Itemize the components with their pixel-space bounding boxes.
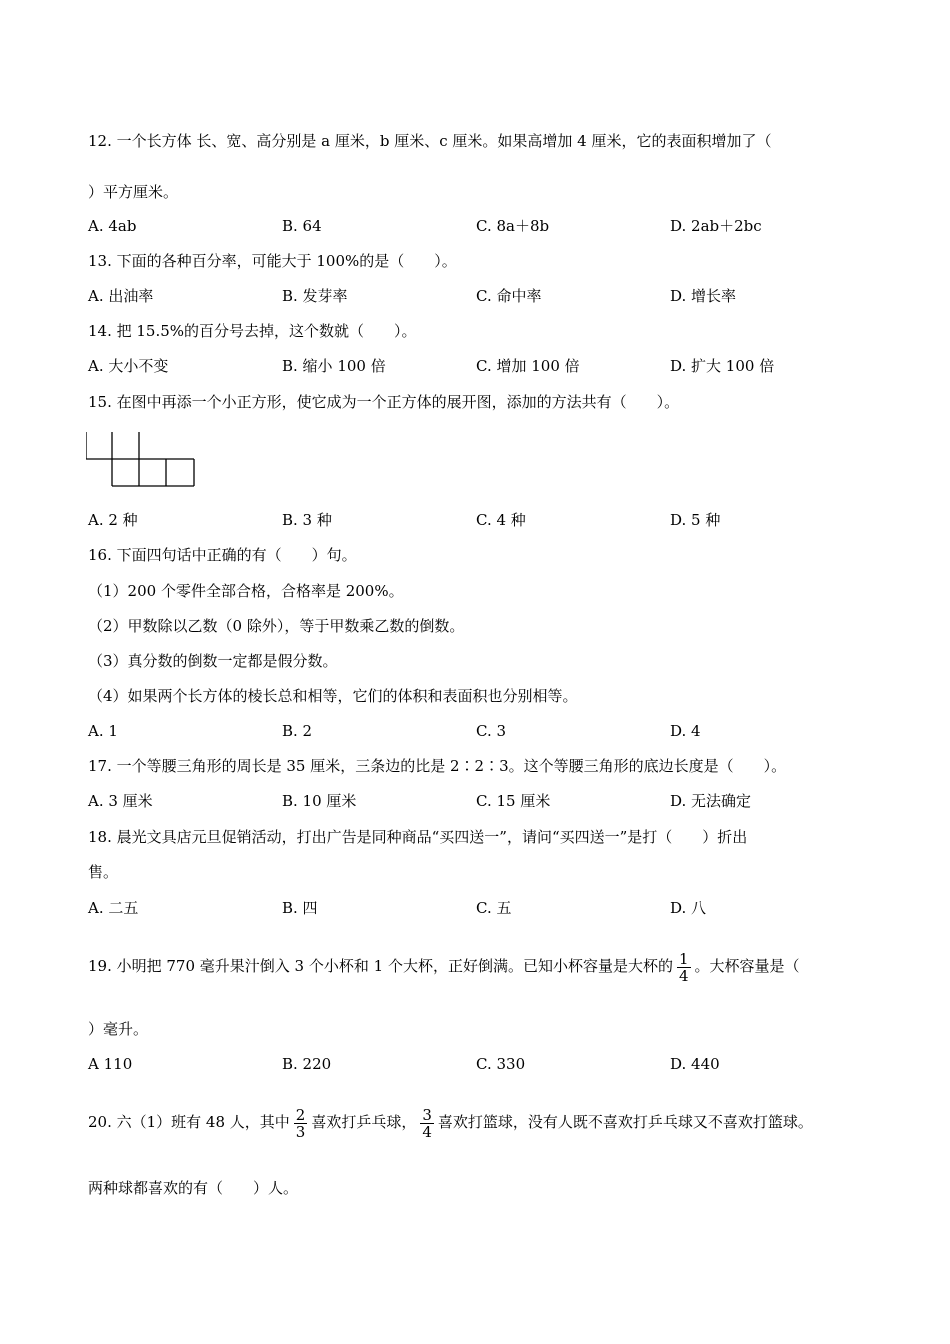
q14-option-b[interactable]: B. 缩小 100 倍 — [282, 357, 386, 375]
q13-option-d[interactable]: D. 增长率 — [670, 287, 737, 305]
q16-option-a[interactable]: A. 1 — [88, 722, 118, 740]
q12-option-c[interactable]: C. 8a＋8b — [476, 217, 550, 235]
q19-stem-line2: ）毫升。 — [88, 1020, 149, 1038]
q17-option-c[interactable]: C. 15 厘米 — [476, 792, 551, 810]
q20-fraction-2 — [420, 1107, 434, 1140]
cube-net-figure — [86, 430, 198, 490]
q17-option-d[interactable]: D. 无法确定 — [670, 792, 752, 810]
q16-option-b[interactable]: B. 2 — [282, 722, 313, 740]
q20-fraction-2-numerator: 3 — [422, 1105, 432, 1124]
q17-option-b[interactable]: B. 10 厘米 — [282, 792, 357, 810]
q16-stem: 16. 下面四句话中正确的有（ ）句。 — [88, 546, 357, 564]
q19-text-b: 。大杯容量是（ — [694, 957, 800, 975]
q15-option-a[interactable]: A. 2 种 — [88, 511, 138, 529]
q16-option-d[interactable]: D. 4 — [670, 722, 701, 740]
q20-text-a: 20. 六（1）班有 48 人，其中 — [88, 1113, 290, 1131]
q19-fraction — [677, 951, 691, 984]
q14-option-d[interactable]: D. 扩大 100 倍 — [670, 357, 775, 375]
q20-stem-line1 — [88, 1100, 813, 1144]
q20-text-b: 喜欢打乒乓球， — [311, 1113, 417, 1131]
q17-stem: 17. 一个等腰三角形的周长是 35 厘米，三条边的比是 2∶2∶3。这个等腰三角形的底边长度是（ ）。 — [88, 757, 787, 775]
q16-statement-3: （3）真分数的倒数一定都是假分数。 — [88, 652, 338, 670]
q12-option-b[interactable]: B. 64 — [282, 217, 322, 235]
q20-stem-line2: 两种球都喜欢的有（ ）人。 — [88, 1179, 299, 1197]
q16-option-c[interactable]: C. 3 — [476, 722, 507, 740]
q16-statement-2: （2）甲数除以乙数（0 除外），等于甲数乘乙数的倒数。 — [88, 617, 465, 635]
q14-option-c[interactable]: C. 增加 100 倍 — [476, 357, 580, 375]
q18-option-a[interactable]: A. 二五 — [88, 899, 139, 917]
q14-stem: 14. 把 15.5%的百分号去掉，这个数就（ ）。 — [88, 322, 417, 340]
q15-option-c[interactable]: C. 4 种 — [476, 511, 526, 529]
q19-option-a[interactable]: A 110 — [88, 1055, 133, 1073]
q17-option-a[interactable]: A. 3 厘米 — [88, 792, 153, 810]
q15-option-b[interactable]: B. 3 种 — [282, 511, 332, 529]
q14-option-a[interactable]: A. 大小不变 — [88, 357, 169, 375]
q19-option-c[interactable]: C. 330 — [476, 1055, 526, 1073]
q19-stem-line1 — [88, 944, 800, 988]
q13-option-b[interactable]: B. 发芽率 — [282, 287, 348, 305]
q12-stem-line1: 12. 一个长方体 长、宽、高分别是 a 厘米，b 厘米、c 厘米。如果高增加 4 厘米，它的表面积增加了（ — [88, 132, 772, 150]
q18-option-c[interactable]: C. 五 — [476, 899, 512, 917]
q19-option-b[interactable]: B. 220 — [282, 1055, 332, 1073]
q19-option-d[interactable]: D. 440 — [670, 1055, 720, 1073]
q13-stem: 13. 下面的各种百分率，可能大于 100%的是（ ）。 — [88, 252, 457, 270]
q19-text-a: 19. 小明把 770 毫升果汁倒入 3 个小杯和 1 个大杯，正好倒满。已知小杯容量是大杯的 — [88, 957, 673, 975]
q20-fraction-1-numerator: 2 — [295, 1105, 306, 1124]
q12-stem-line2: ）平方厘米。 — [88, 183, 179, 201]
q13-option-a[interactable]: A. 出油率 — [88, 287, 154, 305]
q18-option-b[interactable]: B. 四 — [282, 899, 318, 917]
q20-fraction-1-denominator: 3 — [295, 1122, 306, 1141]
q20-fraction-1 — [294, 1107, 308, 1140]
q16-statement-4: （4）如果两个长方体的棱长总和相等，它们的体积和表面积也分别相等。 — [88, 687, 578, 705]
q20-fraction-2-denominator: 4 — [422, 1122, 432, 1141]
q12-option-a[interactable]: A. 4ab — [88, 217, 137, 235]
q19-fraction-denominator: 4 — [678, 966, 689, 985]
q20-text-c: 喜欢打篮球，没有人既不喜欢打乒乓球又不喜欢打篮球。 — [437, 1113, 813, 1131]
q13-option-c[interactable]: C. 命中率 — [476, 287, 542, 305]
q18-option-d[interactable]: D. 八 — [670, 899, 707, 917]
q15-stem: 15. 在图中再添一个小正方形，使它成为一个正方体的展开图，添加的方法共有（ ）。 — [88, 393, 680, 411]
q16-statement-1: （1）200 个零件全部合格，合格率是 200%。 — [88, 582, 404, 600]
q19-fraction-numerator: 1 — [678, 949, 689, 968]
q18-stem-line1: 18. 晨光文具店元旦促销活动，打出广告是同种商品“买四送一”，请问“买四送一”是打（ ）折出 — [88, 828, 748, 846]
q15-option-d[interactable]: D. 5 种 — [670, 511, 721, 529]
q12-option-d[interactable]: D. 2ab＋2bc — [670, 217, 762, 235]
q18-stem-line2: 售。 — [88, 863, 119, 881]
